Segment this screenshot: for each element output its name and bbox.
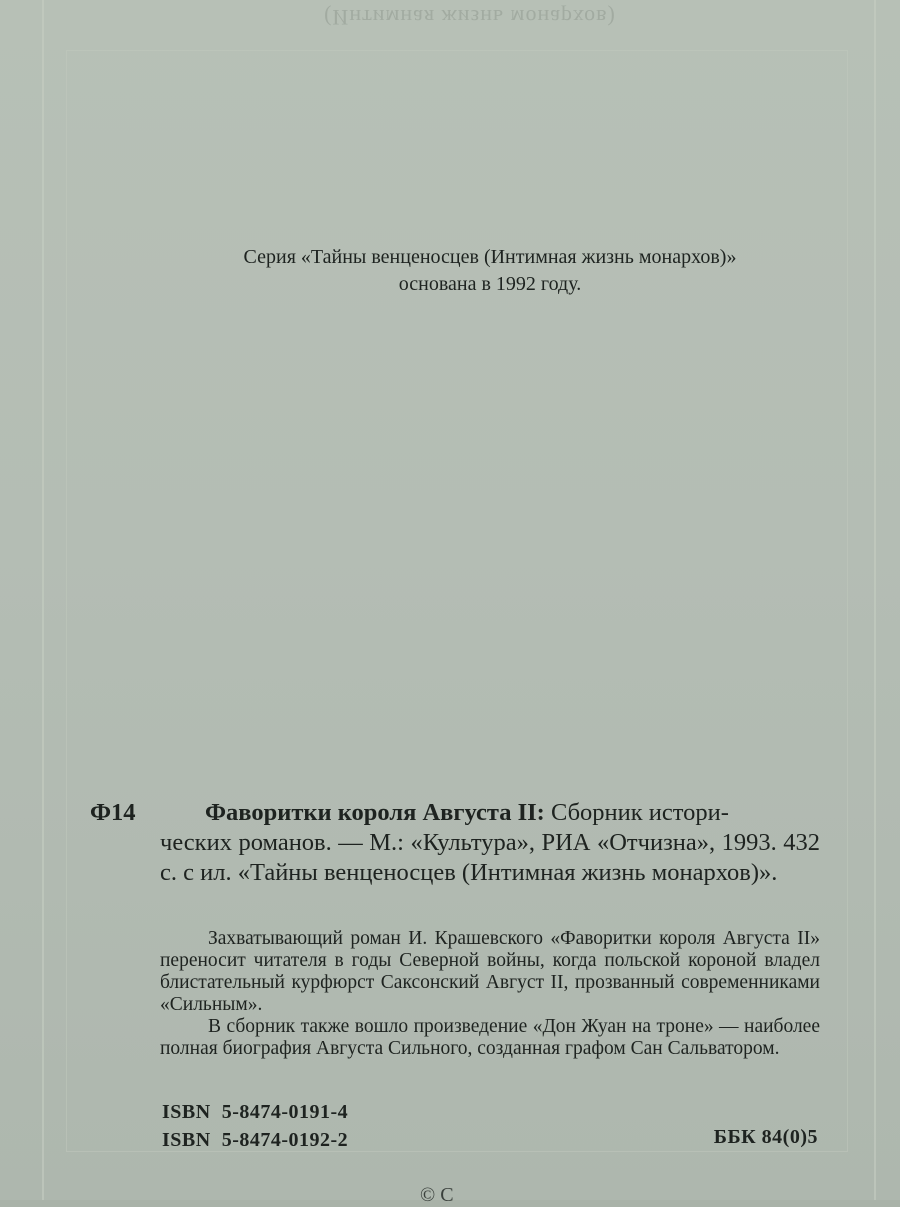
isbn-block bbox=[162, 1098, 348, 1154]
bleed-through-text: (Интимная жизнь монархов) bbox=[324, 5, 616, 30]
catalog-first-line bbox=[205, 798, 820, 828]
catalog-index: Ф14 bbox=[90, 799, 136, 826]
isbn-2: ISBN 5-8474-0192-2 bbox=[162, 1129, 349, 1151]
bbk-code: ББК 84(0)5 bbox=[713, 1126, 818, 1148]
series-line-1: Серия «Тайны венценосцев (Интимная жизнь монархов)» bbox=[243, 246, 737, 268]
book-title: Фаворитки короля Августа II: bbox=[205, 799, 545, 826]
catalog-continuation: ческих романов. — М.: «Культура», РИА «Отчизна», 1993. 432 с. с ил. «Тайны венценосцев (Интимная жизнь монархов)». bbox=[160, 829, 820, 886]
annotation-paragraph-2: В сборник также вошло произведение «Дон Жуан на троне» — наиболее полная биография Августа Сильного, созданная графом Сан Сальватором. bbox=[160, 1016, 820, 1059]
catalog-entry bbox=[90, 798, 820, 888]
copyright-cutoff: © С bbox=[420, 1184, 454, 1206]
isbn-1: ISBN 5-8474-0191-4 bbox=[162, 1101, 349, 1123]
catalog-line1-rest: Сборник истори- bbox=[544, 799, 729, 826]
annotation bbox=[160, 928, 820, 1060]
series-line-2: основана в 1992 году. bbox=[398, 273, 582, 295]
annotation-paragraph-1: Захватывающий роман И. Крашевского «Фаворитки короля Августа II» переносит читателя в годы Северной войны, когда польской короной владел блистательный курфюрст Саксонский Август II, прозванный современниками «Сильным». bbox=[160, 928, 820, 1015]
series-note bbox=[150, 244, 830, 298]
